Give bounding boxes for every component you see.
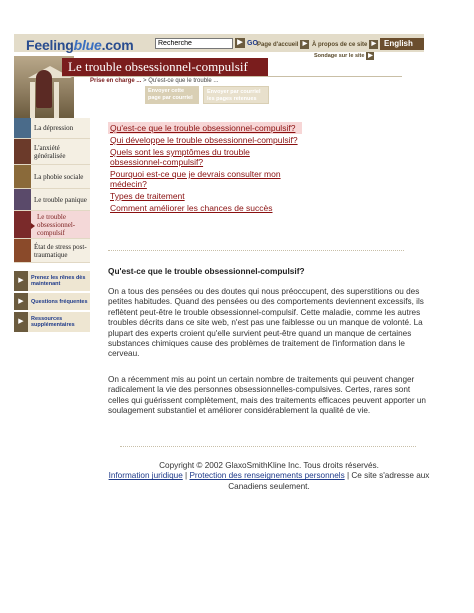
toc-link-doctor[interactable]: Pourquoi est-ce que je devrais consulter mon médecin?	[110, 169, 281, 189]
sidebar-item-panic[interactable]: Le trouble panique	[14, 189, 90, 211]
arrow-icon: ▶	[235, 38, 245, 48]
legal-link[interactable]: Information juridique	[108, 471, 183, 481]
toc-link-what-is[interactable]: Qu'est-ce que le trouble obsessionnel-compulsif?	[108, 122, 302, 134]
faq-button[interactable]: ▶ Questions fréquentes	[14, 293, 90, 310]
privacy-link[interactable]: Protection des renseignements personnels	[189, 471, 345, 481]
breadcrumb-current: Qu'est-ce que le trouble ...	[148, 78, 219, 84]
toc-list	[108, 122, 302, 214]
survey-link[interactable]: Sondage sur le site ▶	[314, 53, 373, 59]
divider	[108, 250, 404, 251]
arrow-icon: ▶	[369, 40, 378, 49]
search-input[interactable]	[155, 38, 233, 49]
section-title: Qu'est-ce que le trouble obsessionnel-compulsif?	[108, 266, 305, 276]
arrow-icon: ▶	[14, 312, 28, 332]
send-saved-pages-button[interactable]: Envoyer par courriel les pages retenues	[203, 86, 269, 104]
toc-link-treatment[interactable]: Types de traitement	[110, 191, 185, 201]
sidebar-item-anxiety[interactable]: L'anxiété généralisée	[14, 139, 90, 165]
go-button[interactable]: ▶ GO	[235, 38, 258, 48]
divider	[120, 446, 416, 447]
divider	[62, 76, 402, 77]
sidebar-item-ocd[interactable]: Le trouble obsessionnel-compulsif	[14, 211, 90, 239]
paragraph: On a récemment mis au point un certain nombre de traitements qui peuvent changer radicalement la vie des personnes obsessionnelles-compulsives. Certes, rares sont celles qui guérissent complètement, mais des traitements efficaces peuvent apporter un soulagement substantiel et améliorer considérablement la qualité de vie.	[108, 375, 426, 416]
footer-note: Ce site s'adresse aux Canadiens seulement.	[228, 471, 430, 491]
toc-link-who[interactable]: Qui développe le trouble obsessionnel-compulsif?	[110, 135, 298, 145]
breadcrumb: Prise en charge ... > Qu'est-ce que le trouble ...	[90, 78, 219, 84]
toc-link-success[interactable]: Comment améliorer les chances de succès	[110, 203, 273, 213]
toc-link-symptoms[interactable]: Quels sont les symptômes du trouble obsessionnel-compulsif?	[110, 147, 250, 167]
copyright: Copyright © 2002 GlaxoSmithKline Inc. Tous droits réservés.	[159, 461, 379, 470]
arrow-icon: ▶	[368, 53, 373, 59]
arrow-icon: ▶	[14, 293, 28, 310]
sidebar-item-depression[interactable]: La dépression	[14, 118, 90, 139]
sidebar-item-social-phobia[interactable]: La phobie sociale	[14, 165, 90, 189]
sidebar	[14, 118, 90, 332]
arrow-icon: ▶	[14, 271, 28, 291]
sidebar-item-ptsd[interactable]: État de stress post-traumatique	[14, 239, 90, 263]
current-page-marker-icon	[31, 223, 35, 229]
arrow-icon: ▶	[300, 40, 309, 49]
paragraph: On a tous des pensées ou des doutes qui nous préoccupent, des superstitions ou des petites habitudes. Quand des pensées ou des comportements deviennent excessifs, ils reflètent peut-être le trouble obsessionnel-compulsif. Cette maladie, comme les autres troubles décrits dans ce site web, n'est pas une faiblesse ou un manque de volonté. La plupart des experts croient qu'elle survient peut-être quand un manque de certaines substances chimiques cause des problèmes de traitement de l'information dans le cerveau.	[108, 287, 424, 359]
send-page-button[interactable]: Envoyer cette page par courriel	[145, 86, 199, 104]
about-link[interactable]: À propos de ce site ▶	[312, 40, 378, 49]
english-button[interactable]: English	[380, 38, 424, 50]
resources-button[interactable]: ▶ Ressources supplémentaires	[14, 312, 90, 332]
home-link[interactable]: Page d'accueil ▶	[257, 40, 309, 49]
page-title: Le trouble obsessionnel-compulsif	[62, 58, 268, 76]
take-charge-button[interactable]: ▶ Prenez les rênes dès maintenant	[14, 271, 90, 291]
site-logo[interactable]: Feelingblue.com	[26, 37, 134, 53]
footer: Copyright © 2002 GlaxoSmithKline Inc. Tous droits réservés. Information juridique | Protection des renseignements personnels | Ce site s'adresse aux Canadiens seulement.	[108, 461, 430, 491]
breadcrumb-root[interactable]: Prise en charge ...	[90, 78, 142, 84]
